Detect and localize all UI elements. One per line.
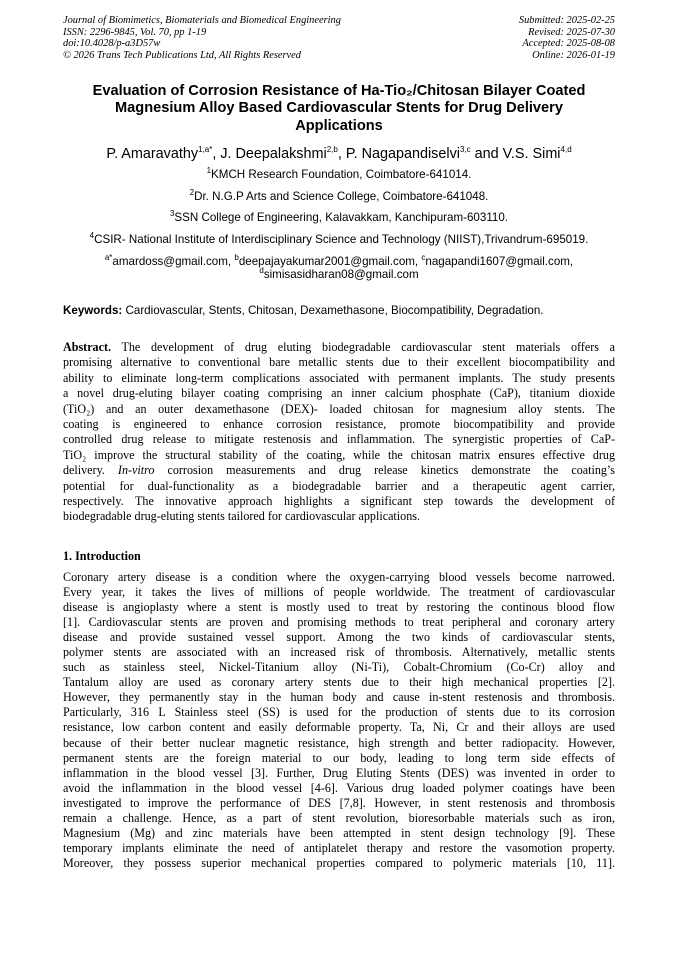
affiliation-marker: 4 (89, 231, 95, 241)
author-affiliation-marker: 1,a* (198, 145, 213, 155)
author-list (40, 145, 638, 163)
body-line: Particularly, 316 L Stainless steel (SS) is used for the production of stents due to its corrosion (63, 705, 615, 720)
abstract-line: controlled drug release to mitigate restenosis and inflammation. The synergistic properties of CaP- (63, 432, 615, 447)
keywords-label: Keywords: (63, 304, 123, 317)
date-online: Online: 2026-01-19 (532, 49, 615, 61)
abstract-italic-term: In-vitro (117, 463, 155, 478)
abstract-line (63, 463, 615, 478)
author-name: J. Deepalakshmi (220, 146, 327, 162)
abstract-line: coating is engineered to enhance corrosion resistance, promote biocompatibility and provide (63, 417, 615, 432)
journal-issn: ISSN: 2296-9845, Vol. 70, pp 1-19 (63, 26, 207, 38)
body-line: resistance, low carbon content and easily deformable property. Ta, Ni, Cr and their alloys are used (63, 720, 615, 735)
affiliation-marker: 2 (189, 188, 195, 198)
body-line: [1]. Cardiovascular stents are proven and promising methods to treat peripheral and coronary artery (63, 615, 615, 630)
body-line: investigated to improve the performance of DES [7,8]. However, in stent restenosis and thrombosis (63, 795, 615, 810)
author-name: V.S. Simi (502, 146, 561, 162)
affiliation-text: CSIR- National Institute of Interdisciplinary Science and Technology (NIIST),Trivandrum-695019. (94, 233, 589, 246)
abstract-line: respectively. The innovative approach highlights a significant step towards the development of (63, 494, 615, 509)
title-line: Magnesium Alloy Based Cardiovascular Stents for Drug Delivery (115, 100, 563, 117)
affiliation-text: Dr. N.G.P Arts and Science College, Coimbatore-641048. (194, 190, 489, 203)
author-affiliation-marker: 4,d (560, 145, 572, 155)
body-line: Coronary artery disease is a condition where the oxygen-carrying blood vessels become narrowed. (63, 570, 615, 584)
email-link[interactable]: nagapandi1607@gmail.com, (425, 255, 574, 268)
author-name: P. Nagapandiselvi (345, 146, 460, 162)
abstract-text: delivery. (63, 463, 105, 478)
author-emails (40, 255, 638, 282)
journal-info (63, 15, 341, 61)
email-marker: d (259, 266, 264, 276)
abstract-line: a novel drug-eluting bilayer coating comprising an inner calcium phosphate (CaP), titanium dioxide (63, 386, 615, 401)
section-heading: 1. Introduction (63, 549, 141, 563)
abstract-line: potential for dual-functionality as a biodegradable barrier and a therapeutic agent carrier, (63, 478, 615, 493)
date-accepted: Accepted: 2025-08-08 (522, 38, 615, 50)
author-affiliation-marker: 2,b (326, 145, 338, 155)
body-line: remain a challenge. Hence, as a part of stent revolution, bioresorbable materials such as iron, (63, 810, 615, 825)
body-line: Tantalum alloy are used as coronary artery stents due to their high mechanical properties [2]. (63, 675, 615, 690)
keywords-text: Cardiovascular, Stents, Chitosan, Dexamethasone, Biocompatibility, Degradation. (122, 304, 544, 317)
affiliation (30, 211, 648, 225)
author-separator: , (337, 146, 346, 162)
email-link[interactable]: deepajayakumar2001@gmail.com, (238, 255, 422, 268)
title-line: Evaluation of Corrosion Resistance of Ha-Tio₂/Chitosan Bilayer Coated (92, 83, 586, 99)
author-name: P. Amaravathy (106, 146, 199, 162)
affiliation-text: SSN College of Engineering, Kalavakkam, Kanchipuram-603110. (174, 211, 509, 224)
abstract-label: Abstract. (63, 340, 112, 354)
journal-name: Journal of Biomimetics, Biomaterials and Biomedical Engineering (63, 15, 341, 26)
abstract-line: promising alternative to conventional bare metallic stents due to their excellent biocompatibility and (63, 355, 615, 370)
body-line: such as stainless steel, Nickel-Titanium alloy (Ni-Ti), Cobalt-Chromium (Co-Cr) alloy and (63, 660, 615, 675)
email-link[interactable]: amardoss@gmail.com, (112, 255, 235, 268)
email-marker: c (421, 253, 426, 263)
email-link[interactable]: simisasidharan08@gmail.com (263, 268, 419, 282)
email-marker: a* (104, 253, 113, 263)
abstract-text: The development of drug eluting biodegradable cardiovascular stent materials offers a (111, 340, 615, 354)
body-line: permanent stents are the foreign material to our body, leading to long term side effects of (63, 750, 615, 765)
body-line: disease and provide sustained vessel support. Among the two kinds of cardiovascular stents, (63, 630, 615, 645)
affiliation (30, 233, 648, 247)
abstract-line: ability to eliminate long-term complications associated with permanent implants. The study presents (63, 370, 615, 385)
publication-dates (519, 15, 615, 61)
abstract-line: (TiO₂) and an outer dexamethasone (DEX)- loaded chitosan for magnesium alloy stents. The (63, 401, 615, 416)
abstract (63, 340, 615, 525)
affiliation-text: KMCH Research Foundation, Coimbatore-641014. (211, 168, 472, 181)
body-line: disease is angioplasty where a stent is mostly used to treat by restoring the continous blood flow (63, 600, 615, 615)
author-separator: , (212, 146, 221, 162)
author-conjunction: and (470, 146, 503, 162)
introduction-body (63, 570, 615, 871)
date-revised: Revised: 2025-07-30 (528, 26, 615, 38)
email-marker: b (234, 253, 239, 263)
body-line: Moreover, they possess superior mechanical properties compared to polymeric materials [10, 11]. (63, 855, 615, 870)
body-line: avoid the inflammation in the blood vessel [4-6]. Various drug loaded polymer coatings have been (63, 780, 615, 795)
abstract-line (63, 340, 615, 355)
body-line: Every year, it takes the lives of millions of people worldwide. The treatment of cardiovascular (63, 585, 615, 600)
keywords (63, 304, 615, 318)
date-submitted: Submitted: 2025-02-25 (518, 15, 615, 26)
affiliation (30, 168, 648, 182)
body-line: because of their better nuclear magnetic resistance, high strength and better radiopacity. However, (63, 735, 615, 750)
body-line: However, they permanently stay in the human body and cause in-stent restenosis and thrombosis. (63, 690, 615, 705)
body-line: inflammation in the blood vessel [3]. Further, Drug Eluting Stents (DES) was invented in order to (63, 765, 615, 780)
title-line: Applications (295, 117, 383, 134)
body-line: temporary implants eliminate the need of antiplatelet therapy and restore the vasomotion property. (63, 840, 615, 855)
body-line: Magnesium (Mg) and zinc materials have been attempted in stent design technology [9]. These (63, 825, 615, 840)
copyright-notice: © 2026 Trans Tech Publications Ltd, All Rights Reserved (63, 49, 301, 61)
author-affiliation-marker: 3,c (459, 145, 471, 155)
body-line: polymer stents are associated with an increased risk of thrombosis. Alternatively, metallic stents (63, 645, 615, 660)
abstract-line: biodegradable drug-eluting stents tailored for cardiovascular applications. (63, 509, 420, 524)
paper-title (55, 83, 623, 135)
abstract-line: TiO₂ improve the structural stability of the coating, while the chitosan matrix ensures effective drug (63, 447, 615, 462)
abstract-text: corrosion measurements and drug release kinetics demonstrate the coating’s (167, 463, 615, 478)
affiliation-marker: 3 (169, 209, 175, 219)
affiliation-marker: 1 (206, 166, 212, 176)
journal-doi[interactable]: doi:10.4028/p-a3D57w (63, 38, 161, 50)
affiliation (30, 190, 648, 204)
